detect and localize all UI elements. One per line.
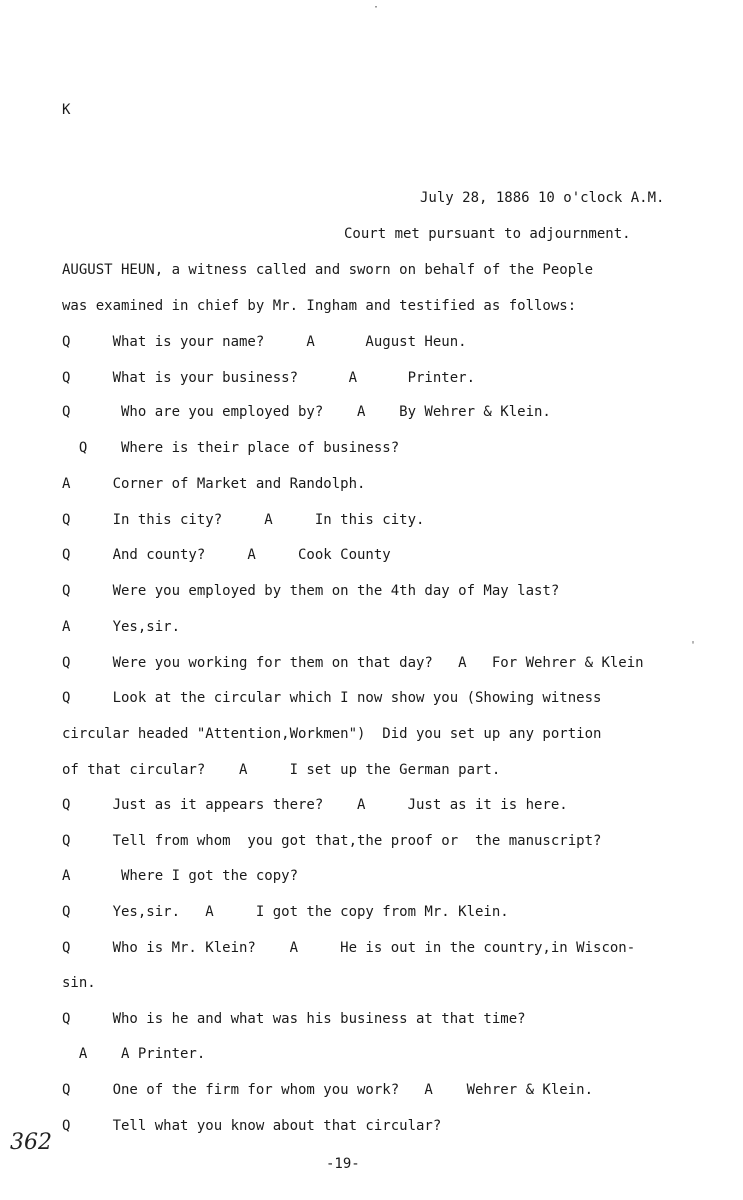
transcript-line: Q Who is Mr. Klein? A He is out in the country,in Wiscon- — [62, 940, 636, 956]
transcript-line: Q Where is their place of business? — [62, 440, 400, 456]
transcript-line: Q Who is he and what was his business at that time? — [62, 1011, 526, 1027]
transcript-line: A Yes,sir. — [62, 619, 181, 635]
transcript-line: sin. — [62, 975, 96, 991]
transcript-line: Q What is your name? A August Heun. — [62, 334, 467, 350]
scan-mark: · — [373, 2, 380, 13]
handwritten-page-note: 362 — [10, 1130, 52, 1155]
transcript-line: AUGUST HEUN, a witness called and sworn on behalf of the People — [62, 262, 594, 278]
transcript-line: Q Tell what you know about that circular? — [62, 1118, 442, 1134]
transcript-line: was examined in chief by Mr. Ingham and testified as follows: — [62, 298, 577, 314]
transcript-line: A A Printer. — [62, 1046, 206, 1062]
transcript-line: Q In this city? A In this city. — [62, 512, 425, 528]
transcript-line: Q Look at the circular which I now show you (Showing witness — [62, 690, 602, 706]
transcript-line: A Corner of Market and Randolph. — [62, 476, 366, 492]
transcript-line: Q Were you employed by them on the 4th day of May last? — [62, 583, 560, 599]
transcript-line: Q Just as it appears there? A Just as it is here. — [62, 797, 568, 813]
page-number: -19- — [326, 1156, 360, 1172]
court-line: Court met pursuant to adjournment. — [344, 226, 631, 242]
transcript-line: Q Were you working for them on that day? A For Wehrer & Klein — [62, 655, 644, 671]
scan-mark: ' — [690, 640, 697, 651]
transcript-line: Q What is your business? A Printer. — [62, 370, 476, 386]
date-line: July 28, 1886 10 o'clock A.M. — [420, 190, 665, 206]
transcript-line: Q And county? A Cook County — [62, 547, 391, 563]
transcript-line: A Where I got the copy? — [62, 868, 299, 884]
transcript-line: Q One of the firm for whom you work? A Wehrer & Klein. — [62, 1082, 594, 1098]
transcript-line: of that circular? A I set up the German part. — [62, 762, 501, 778]
page-id-letter: K — [62, 102, 71, 118]
transcript-line: Q Who are you employed by? A By Wehrer & Klein. — [62, 404, 551, 420]
transcript-line: Q Yes,sir. A I got the copy from Mr. Klein. — [62, 904, 509, 920]
transcript-line: Q Tell from whom you got that,the proof or the manuscript? — [62, 833, 602, 849]
transcript-line: circular headed "Attention,Workmen") Did you set up any portion — [62, 726, 602, 742]
